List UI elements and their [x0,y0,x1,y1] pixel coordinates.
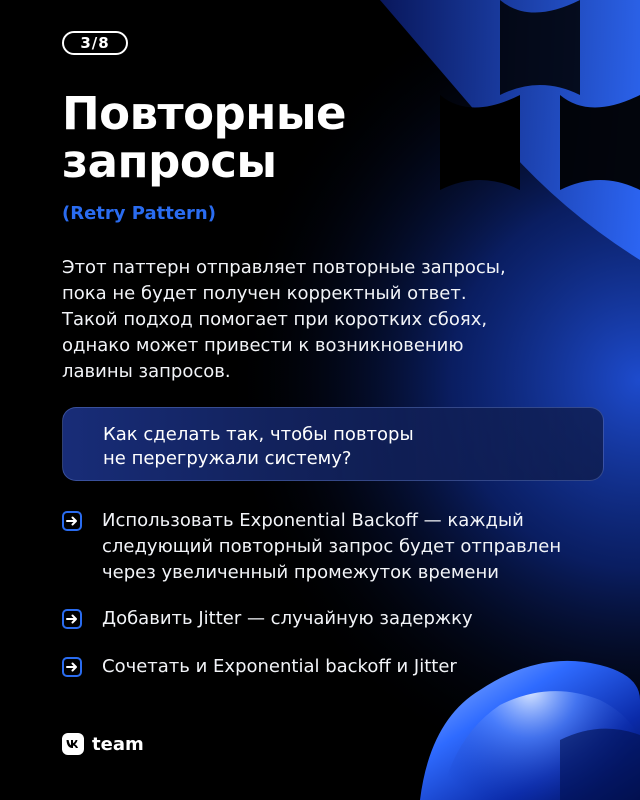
arrow-right-square-icon [62,657,82,677]
page-title [62,87,462,188]
title-line-1: Повторные [62,87,347,140]
subtitle: (Retry Pattern) [62,203,216,224]
list-item-text: Использовать Exponential Backoff — каждый [102,510,524,531]
arrow-right-square-icon [62,609,82,629]
vk-team-logo [62,733,144,755]
logo-text: team [92,733,144,755]
description [62,255,582,385]
question-box [62,407,604,481]
list-item [62,508,561,586]
list-item [62,654,457,680]
vk-logo-icon [62,733,84,755]
question-line-2: не перегружали систему? [103,448,352,469]
arrow-right-square-icon [62,511,82,531]
page-counter: 3/8 [62,31,128,55]
list-item-text: следующий повторный запрос будет отправлен [102,536,562,557]
description-line: однако может привести к возникновению [62,335,464,356]
list-item-text: через увеличенный промежуток времени [102,562,499,583]
list-item-text: Добавить Jitter — случайную задержку [102,608,473,629]
description-line: лавины запросов. [62,361,231,382]
description-line: Такой подход помогает при коротких сбоях, [62,309,488,330]
list-item-text: Сочетать и Exponential backoff и Jitter [102,656,457,677]
description-line: Этот паттерн отправляет повторные запросы, [62,257,506,278]
question-line-1: Как сделать так, чтобы повторы [103,424,414,445]
description-line: пока не будет получен корректный ответ. [62,283,467,304]
title-line-2: запросы [62,135,277,188]
list-item [62,606,473,632]
